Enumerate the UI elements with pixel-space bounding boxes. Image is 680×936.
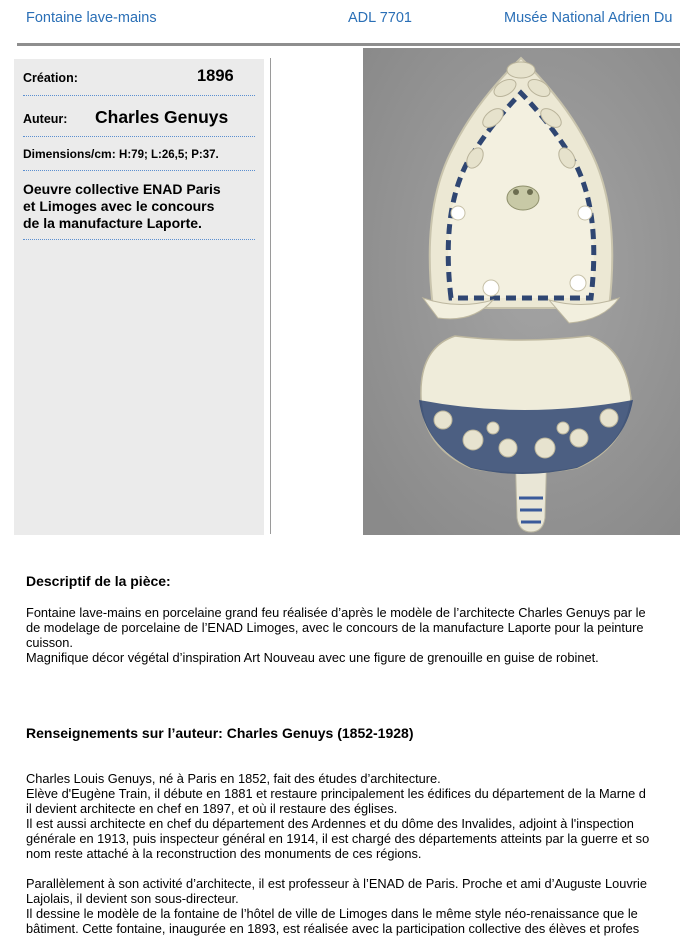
museum-name: Musée National Adrien Du — [504, 10, 673, 26]
text-line: cuisson. — [26, 635, 73, 650]
text-line: Il dessine le modèle de la fontaine de l’hôtel de ville de Limoges dans le même style néo-renaissance que le — [26, 906, 638, 921]
info-panel — [14, 59, 264, 535]
porcelain-fountain-photo — [363, 48, 680, 535]
dotted-divider — [23, 95, 255, 96]
text-line: Fontaine lave-mains en porcelaine grand feu réalisée d’après le modèle de l’architecte Charles Genuys par le — [26, 605, 646, 620]
dotted-divider — [23, 170, 255, 171]
author-label: Auteur: — [23, 112, 68, 126]
creation-label: Création: — [23, 71, 78, 85]
text-line: Lajolais, il devient son sous-directeur. — [26, 891, 239, 906]
header-divider — [17, 43, 680, 46]
dotted-divider — [23, 239, 255, 240]
text-line: Charles Louis Genuys, né à Paris en 1852, fait des études d’architecture. — [26, 771, 441, 786]
text-line: Magnifique décor végétal d’inspiration Art Nouveau avec une figure de grenouille en guise de robinet. — [26, 650, 599, 665]
text-line: Elève d'Eugène Train, il débute en 1881 et restaure principalement les édifices du département de la Marne d — [26, 786, 646, 801]
object-title: Fontaine lave-mains — [26, 10, 157, 26]
collective-credit — [23, 181, 255, 232]
creation-year: 1896 — [197, 67, 234, 85]
dotted-divider — [23, 136, 255, 137]
vertical-divider — [270, 58, 271, 534]
collective-line: et Limoges avec le concours — [23, 198, 215, 214]
dimensions-label: Dimensions/cm: — [23, 147, 116, 161]
text-line: de modelage de porcelaine de l’ENAD Limoges, avec le concours de la manufacture Laporte pour la peinture — [26, 620, 644, 635]
dimensions-value: H:79; L:26,5; P:37. — [119, 149, 219, 161]
biography-paragraph — [26, 771, 680, 861]
header-bar — [0, 0, 680, 40]
description-heading: Descriptif de la pièce: — [26, 573, 171, 589]
description-body — [26, 605, 680, 665]
collective-line: Oeuvre collective ENAD Paris — [23, 181, 221, 197]
text-line: Il est aussi architecte en chef du département des Ardennes et du dôme des Invalides, adjoint à l'inspection — [26, 816, 634, 831]
biography-paragraph — [26, 876, 680, 936]
author-heading: Renseignements sur l’auteur: Charles Genuys (1852-1928) — [26, 725, 414, 741]
fountain-illustration — [363, 48, 680, 535]
text-line: il devient architecte en chef en 1897, et où il restaure des églises. — [26, 801, 398, 816]
text-line: générale en 1913, puis inspecteur général en 1914, il est chargé des départements atteints par la guerre et so — [26, 831, 650, 846]
collective-line: de la manufacture Laporte. — [23, 215, 202, 231]
text-line: nom reste attaché à la reconstruction des monuments de ces régions. — [26, 846, 422, 861]
text-line: Parallèlement à son activité d’architecte, il est professeur à l’ENAD de Paris. Proche et ami d’Auguste Louvrie — [26, 876, 647, 891]
author-name: Charles Genuys — [95, 107, 229, 127]
text-line: bâtiment. Cette fontaine, inaugurée en 1893, est réalisée avec la participation collective des élèves et profes — [26, 921, 640, 936]
dimensions — [23, 147, 219, 161]
inventory-reference: ADL 7701 — [348, 10, 412, 26]
